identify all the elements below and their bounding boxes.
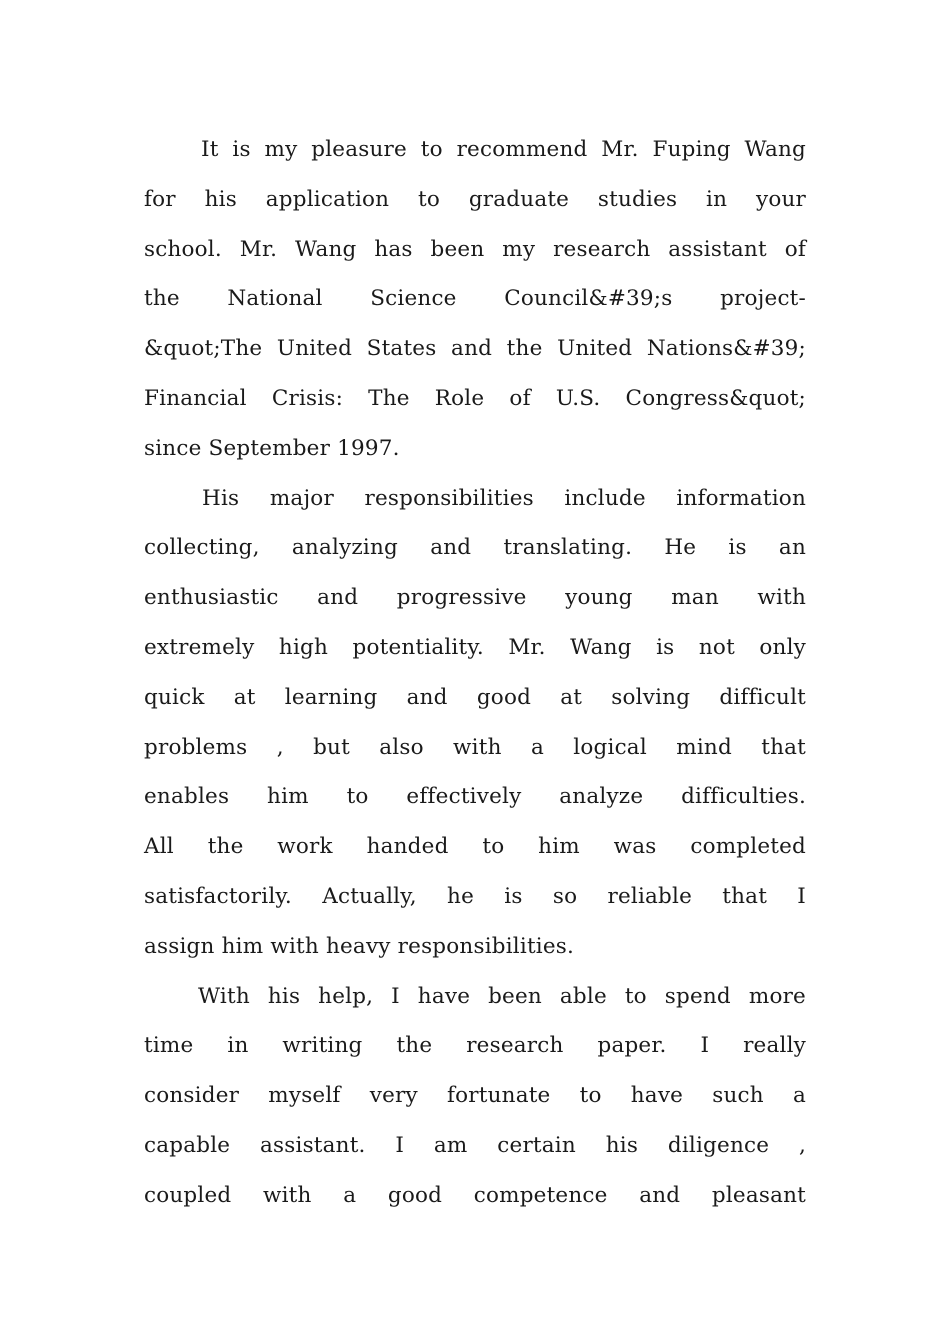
paragraph-1 <box>144 125 806 474</box>
text-line: With his help, I have been able to spend more <box>198 983 806 1009</box>
paragraph-3 <box>144 972 806 1221</box>
text-line: school. Mr. Wang has been my research assistant of <box>144 236 806 262</box>
text-line: since September 1997. <box>144 435 400 461</box>
letter-body <box>144 125 806 1221</box>
text-line: extremely high potentiality. Mr. Wang is not only <box>144 634 806 660</box>
text-line: It is my pleasure to recommend Mr. Fuping Wang <box>201 137 806 162</box>
text-line: coupled with a good competence and pleasant <box>144 1182 806 1208</box>
text-line: satisfactorily. Actually, he is so reliable that I <box>144 883 806 909</box>
text-line: Financial Crisis: The Role of U.S. Congress&quot; <box>144 385 806 411</box>
text-line: enthusiastic and progressive young man with <box>144 585 806 611</box>
text-line: consider myself very fortunate to have such a <box>144 1083 806 1109</box>
text-line: &quot;The United States and the United Nations&#39; <box>144 336 806 362</box>
text-line: All the work handed to him was completed <box>144 834 806 860</box>
text-line: problems , but also with a logical mind that <box>144 734 806 760</box>
text-line: assign him with heavy responsibilities. <box>144 933 575 959</box>
paragraph-2 <box>144 474 806 972</box>
text-line: time in writing the research paper. I really <box>144 1033 806 1059</box>
text-line: quick at learning and good at solving difficult <box>144 684 806 710</box>
text-line: collecting, analyzing and translating. He is an <box>144 535 806 561</box>
text-line: His major responsibilities include information <box>202 485 806 511</box>
text-line: the National Science Council&#39;s project- <box>144 286 806 312</box>
text-line: for his application to graduate studies in your <box>144 186 806 212</box>
text-line: enables him to effectively analyze difficulties. <box>144 784 806 810</box>
text-line: capable assistant. I am certain his diligence , <box>144 1132 806 1158</box>
